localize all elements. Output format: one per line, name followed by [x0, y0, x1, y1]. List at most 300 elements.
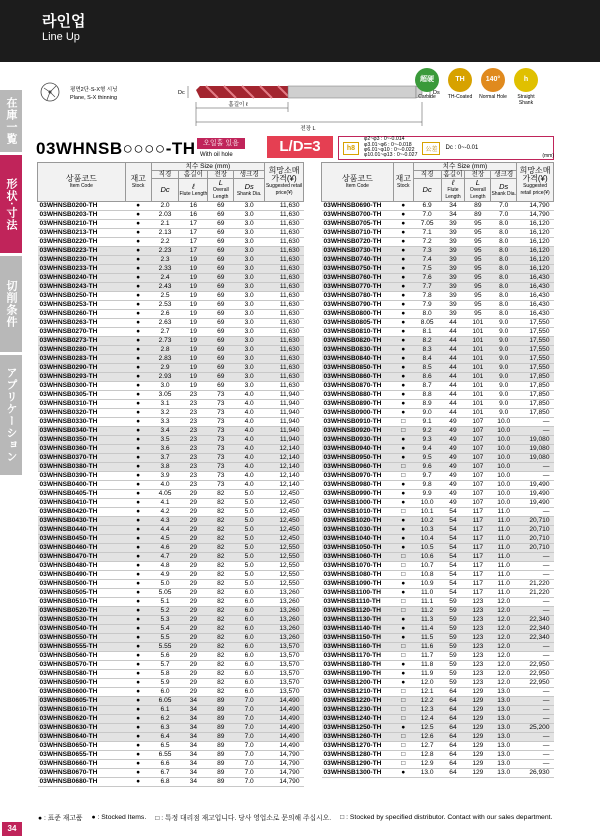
table-cell: □ [393, 418, 413, 427]
table-cell: — [517, 715, 554, 724]
table-cell: 29 [179, 535, 208, 544]
table-cell: 9.0 [413, 409, 441, 418]
table-cell: 20,710 [517, 517, 554, 526]
table-cell: 34 [179, 733, 208, 742]
table-cell: 10.0 [413, 499, 441, 508]
table-row [38, 670, 304, 679]
table-cell: 03WHNSB0860-TH [322, 373, 394, 382]
table-cell: 5.0 [234, 580, 265, 589]
table-cell: 59 [441, 679, 465, 688]
table-cell: 3.05 [151, 391, 179, 400]
table-cell: 129 [465, 688, 491, 697]
table-cell: □ [393, 643, 413, 652]
table-cell: 03WHNSB0253-TH [38, 301, 126, 310]
table-cell: 4.0 [234, 418, 265, 427]
table-cell: 9.1 [413, 418, 441, 427]
table-cell: 7.4 [413, 256, 441, 265]
table-cell: 69 [208, 373, 234, 382]
table-cell: 107 [465, 481, 491, 490]
table-row [322, 283, 554, 292]
table-cell: 11.0 [491, 508, 517, 517]
table-cell: 03WHNSB1260-TH [322, 733, 394, 742]
table-cell: ● [393, 661, 413, 670]
table-cell: 39 [441, 292, 465, 301]
table-cell: 13.0 [413, 769, 441, 778]
table-row [38, 508, 304, 517]
table-cell: 12.0 [491, 679, 517, 688]
table-cell: 03WHNSB0850-TH [322, 364, 394, 373]
table-cell: ● [125, 445, 151, 454]
table-cell: 11,630 [265, 292, 304, 301]
table-cell: 82 [208, 679, 234, 688]
table-cell: 03WHNSB0705-TH [322, 220, 394, 229]
table-row [38, 553, 304, 562]
table-cell: 8.0 [491, 247, 517, 256]
table-cell: 19 [179, 256, 208, 265]
table-cell: 11.0 [491, 571, 517, 580]
table-cell: 5.9 [151, 679, 179, 688]
table-cell: 4.6 [151, 544, 179, 553]
col-dia: 직경 [151, 171, 179, 179]
table-cell: 2.03 [151, 211, 179, 220]
table-cell: ● [125, 598, 151, 607]
table-cell: 12,550 [265, 580, 304, 589]
badge-caption: Carbide [418, 94, 436, 100]
table-cell: 7.9 [413, 301, 441, 310]
table-cell: 11.9 [413, 670, 441, 679]
table-cell: 12.0 [491, 625, 517, 634]
table-cell: 03WHNSB0660-TH [38, 760, 126, 769]
table-row [38, 220, 304, 229]
table-cell: 129 [465, 760, 491, 769]
table-cell: 03WHNSB0600-TH [38, 688, 126, 697]
table-cell: 11,630 [265, 265, 304, 274]
table-cell: 8.0 [491, 292, 517, 301]
table-cell: 10.9 [413, 580, 441, 589]
table-cell: — [517, 688, 554, 697]
table-cell: 13,570 [265, 652, 304, 661]
table-row [38, 724, 304, 733]
table-cell: 17 [179, 229, 208, 238]
table-cell: 39 [441, 229, 465, 238]
table-cell: 123 [465, 679, 491, 688]
table-row [322, 436, 554, 445]
table-cell: 03WHNSB0730-TH [322, 247, 394, 256]
table-row [322, 202, 554, 211]
table-cell: 107 [465, 454, 491, 463]
table-cell: 8.3 [413, 346, 441, 355]
table-cell: 44 [441, 382, 465, 391]
table-cell: 2.53 [151, 301, 179, 310]
table-cell: 03WHNSB0203-TH [38, 211, 126, 220]
table-cell: 82 [208, 607, 234, 616]
table-cell: 2.4 [151, 274, 179, 283]
table-cell: 7.8 [413, 292, 441, 301]
table-cell: — [517, 697, 554, 706]
table-cell: 3.0 [151, 382, 179, 391]
table-cell: 13,260 [265, 625, 304, 634]
table-cell: 4.7 [151, 553, 179, 562]
table-cell: 82 [208, 544, 234, 553]
table-cell: 8.0 [491, 274, 517, 283]
table-cell: 03WHNSB0630-TH [38, 724, 126, 733]
table-cell: 11.0 [491, 562, 517, 571]
table-cell: □ [393, 715, 413, 724]
table-cell: 123 [465, 643, 491, 652]
table-cell: 03WHNSB0510-TH [38, 598, 126, 607]
table-cell: 3.0 [234, 256, 265, 265]
table-cell: 107 [465, 472, 491, 481]
table-cell: 19 [179, 382, 208, 391]
table-row [322, 391, 554, 400]
table-cell: 12.7 [413, 742, 441, 751]
table-row [38, 274, 304, 283]
table-cell: 03WHNSB0350-TH [38, 436, 126, 445]
table-row [38, 517, 304, 526]
table-cell: 13.0 [491, 751, 517, 760]
table-row [322, 229, 554, 238]
table-cell: 8.0 [413, 310, 441, 319]
table-cell: 9.3 [413, 436, 441, 445]
table-row [38, 661, 304, 670]
table-cell: 107 [465, 490, 491, 499]
table-cell: 26,930 [517, 769, 554, 778]
table-cell: 89 [208, 760, 234, 769]
table-cell: 03WHNSB0390-TH [38, 472, 126, 481]
table-cell: 5.0 [234, 535, 265, 544]
table-cell: ● [125, 283, 151, 292]
dc-label: Dc [178, 90, 185, 96]
table-cell: ● [125, 274, 151, 283]
table-cell: 03WHNSB0380-TH [38, 463, 126, 472]
table-cell: 54 [441, 517, 465, 526]
table-cell: 64 [441, 724, 465, 733]
table-cell: 03WHNSB0640-TH [38, 733, 126, 742]
table-cell: 95 [465, 283, 491, 292]
table-cell: 7.0 [234, 751, 265, 760]
table-cell: ● [125, 535, 151, 544]
table-cell: 82 [208, 553, 234, 562]
table-cell: 8.9 [413, 400, 441, 409]
table-cell: 14,490 [265, 715, 304, 724]
table-cell: 12.0 [491, 670, 517, 679]
table-row [322, 634, 554, 643]
table-cell: ● [125, 409, 151, 418]
table-cell: □ [393, 553, 413, 562]
table-cell: 17,850 [517, 409, 554, 418]
table-cell: 129 [465, 733, 491, 742]
table-cell: 2.9 [151, 364, 179, 373]
table-row [38, 310, 304, 319]
table-cell: ● [125, 490, 151, 499]
col-overall: 전장 [465, 171, 491, 179]
table-cell: 5.3 [151, 616, 179, 625]
table-row [322, 643, 554, 652]
table-cell: 9.8 [413, 481, 441, 490]
table-cell: 6.4 [151, 733, 179, 742]
table-cell: ● [125, 481, 151, 490]
table-cell: 3.0 [234, 346, 265, 355]
drill-body [196, 86, 422, 98]
oil-hole-badge: 오일홀 있음 [197, 138, 245, 149]
table-cell: 82 [208, 508, 234, 517]
legend-dist-en: □ : Stocked by specified distributor. Contact with our sales department. [340, 813, 553, 821]
table-cell: — [517, 571, 554, 580]
table-cell: 12,550 [265, 544, 304, 553]
table-cell: ● [125, 643, 151, 652]
table-cell: 14,790 [265, 751, 304, 760]
table-cell: ● [393, 337, 413, 346]
table-cell: 4.0 [234, 454, 265, 463]
table-cell: 73 [208, 418, 234, 427]
table-cell: ● [125, 328, 151, 337]
table-cell: 44 [441, 319, 465, 328]
table-cell: 64 [441, 760, 465, 769]
table-row [322, 256, 554, 265]
table-cell: 29 [179, 607, 208, 616]
table-cell: 82 [208, 490, 234, 499]
table-cell: 29 [179, 499, 208, 508]
table-cell: 7.0 [234, 742, 265, 751]
col-overall: 전장 [208, 171, 234, 179]
oil-hole-en: With oil hole [200, 152, 233, 158]
table-cell: 5.6 [151, 652, 179, 661]
table-cell: 12,450 [265, 490, 304, 499]
table-cell: 9.4 [413, 445, 441, 454]
table-cell: 16,430 [517, 283, 554, 292]
ld-ratio-badge: L/D=3 [267, 136, 333, 158]
table-cell: 13,260 [265, 598, 304, 607]
table-row [322, 580, 554, 589]
table-cell: — [517, 607, 554, 616]
table-cell: 5.0 [234, 571, 265, 580]
table-cell: 4.3 [151, 517, 179, 526]
table-cell: 03WHNSB0620-TH [38, 715, 126, 724]
table-cell: 82 [208, 517, 234, 526]
table-cell: 39 [441, 256, 465, 265]
table-cell: 129 [465, 715, 491, 724]
table-cell: 12,140 [265, 463, 304, 472]
table-cell: 23 [179, 445, 208, 454]
table-cell: 49 [441, 418, 465, 427]
table-cell: 29 [179, 670, 208, 679]
table-cell: 11,630 [265, 319, 304, 328]
table-cell: 16,430 [517, 292, 554, 301]
table-cell: 12,550 [265, 553, 304, 562]
table-cell: 3.0 [234, 283, 265, 292]
table-cell: ● [393, 580, 413, 589]
table-cell: □ [393, 427, 413, 436]
table-cell: 11.0 [491, 544, 517, 553]
table-cell: 82 [208, 571, 234, 580]
table-cell: 3.0 [234, 229, 265, 238]
table-cell: 2.5 [151, 292, 179, 301]
col-stock: 재고 Stock [125, 163, 151, 202]
table-cell: 59 [441, 625, 465, 634]
table-cell: 2.43 [151, 283, 179, 292]
table-cell: 54 [441, 571, 465, 580]
table-cell: 2.83 [151, 355, 179, 364]
table-cell: 73 [208, 472, 234, 481]
table-cell: □ [393, 562, 413, 571]
table-row [38, 580, 304, 589]
table-cell: 39 [441, 283, 465, 292]
table-cell: 03WHNSB0805-TH [322, 319, 394, 328]
table-cell: 59 [441, 670, 465, 679]
table-cell: 95 [465, 220, 491, 229]
table-cell: 03WHNSB0370-TH [38, 454, 126, 463]
table-cell: 12.8 [413, 751, 441, 760]
table-cell: 03WHNSB0880-TH [322, 391, 394, 400]
table-cell: ● [393, 769, 413, 778]
table-cell: ● [393, 328, 413, 337]
table-cell: 11,630 [265, 211, 304, 220]
side-tab-2: 切削条件 [0, 256, 22, 352]
table-row [38, 436, 304, 445]
table-cell: 19,080 [517, 436, 554, 445]
table-cell: 11.0 [491, 580, 517, 589]
lineup-table-right: 상품코드 Item Code 재고 Stock 치수 Size (mm) 희망소매 가격(¥) Suggested retail price(¥) 직경 홈길이 전장 생크경 Dc ℓ Flute Length L Overall Length Ds Shank Dia. 03WHNSB0690-TH ● 6.9 34 89 7.0 14,790 03WHNSB0700-TH ● 7.0 34 89 7.0 14,790 03WHNSB0705-TH ● 7.05 39 95 8.0 16,120 03WHNSB0710-TH ● 7.1 39 95 8.0 16,120 03WHNSB0720-TH ● 7.2 39 95 8.0 16,120 03WHNSB0730-TH ● 7.3 39 95 8.0 16,120 03WHNSB0740-TH ● 7.4 39 95 8.0 16,120 03WHNSB0750-TH ● 7.5 39 95 8.0 16,120 03WHNSB0760-TH ● 7.6 39 95 8.0 16,430 03WHNSB0770-TH ● 7.7 39 95 8.0 16,430 03WHNSB0780-TH ● 7.8 39 95 8.0 16,430 03WHNSB0790-TH ● 7.9 39 95 8.0 16,430 03WHNSB0800-TH ● 8.0 39 95 8.0 16,430 03WHNSB0805-TH ● 8.05 44 101 9.0 17,550 03WHNSB0810-TH ● 8.1 44 101 9.0 17,550 03WHNSB0820-TH ● 8.2 44 101 9.0 17,550 03WHNSB0830-TH ● 8.3 44 101 9.0 17,550 03WHNSB0840-TH ● 8.4 44 101 9.0 17,550 03WHNSB0850-TH ● 8.5 44 101 9.0 17,550 03WHNSB0860-TH ● 8.6 44 101 9.0 17,850 03WHNSB0870-TH ● 8.7 44 101 9.0 17,850 03WHNSB0880-TH ● 8.8 44 101 9.0 17,850 03WHNSB0890-TH ● 8.9 44 101 9.0 17,850 03WHNSB0900-TH ● 9.0 44 101 9.0 17,850 03WHNSB0910-TH □ 9.1 49 107 10.0 — 03WHNSB0920-TH □ 9.2 49 107 10.0 — 03WHNSB0930-TH ● 9.3 49 107 10.0 19,080 03WHNSB0940-TH ● 9.4 49 107 10.0 19,080 03WHNSB0950-TH ● 9.5 49 107 10.0 19,080 03WHNSB0960-TH □ 9.6 49 107 10.0 — 03WHNSB0970-TH □ 9.7 49 107 10.0 — 03WHNSB0980-TH ● 9.8 49 107 10.0 19,490 03WHNSB0990-TH ● 9.9 49 107 10.0 19,490 03WHNSB1000-TH ● 10.0 49 107 10.0 19,490 03WHNSB1010-TH □ 10.1 54 117 11.0 — 03WHNSB1020-TH ● 10.2 54 117 11.0 20,710 03WHNSB1030-TH ● 10.3 54 117 11.0 20,710 03WHNSB1040-TH ● 10.4 54 117 11.0 20,710 03WHNSB1050-TH ● 10.5 54 117 11.0 20,710 03WHNSB1060-TH □ 10.6 54 117 11.0 — 03WHNSB1070-TH □ 10.7 54 117 11.0 — 03WHNSB1080-TH □ 10.8 54 117 11.0 — 03WHNSB1090-TH ● 10.9 54 117 11.0 21,220 03WHNSB1100-TH ● 11.0 54 117 11.0 21,220 03WHNSB1110-TH □ 11.1 59 123 12.0 — 03WHNSB1120-TH □ 11.2 59 123 12.0 — 03WHNSB1130-TH ● 11.3 59 123 12.0 22,340 03WHNSB1140-TH ● 11.4 59 123 12.0 22,340 03WHNSB1150-TH ● 11.5 59 123 12.0 22,340 03WHNSB1160-TH □ 11.6 59 123 12.0 — 03WHNSB1170-TH □ 11.7 59 123 12.0 — 03WHNSB1180-TH ● 11.8 59 123 12.0 22,950 03WHNSB1190-TH ● 11.9 59 123 12.0 22,950 03WHNSB1200-TH ● 12.0 59 123 12.0 22,950 03WHNSB1210-TH □ 12.1 64 129 13.0 — 03WHNSB1220-TH □ 12.2 64 129 13.0 — 03WHNSB1230-TH □ 12.3 64 129 13.0 — 03WHNSB1240-TH □ 12.4 64 129 13.0 — 03WHNSB1250-TH ● 12.5 64 129 13.0 25,200 03WHNSB1260-TH □ 12.6 64 129 13.0 — 03WHNSB1270-TH □ 12.7 64 129 13.0 — 03WHNSB1280-TH □ 12.8 64 129 13.0 — 03WHNSB1290-TH □ 12.9 64 129 13.0 — 03WHNSB1300-TH ● 13.0 64 129 13.0 26,930 [321, 162, 554, 778]
table-row [322, 463, 554, 472]
table-cell: 8.0 [491, 310, 517, 319]
table-cell: 3.7 [151, 454, 179, 463]
table-row [322, 571, 554, 580]
table-cell: 29 [179, 562, 208, 571]
table-cell: — [517, 733, 554, 742]
table-cell: 5.55 [151, 643, 179, 652]
spec-badge-0 [412, 68, 442, 100]
table-cell: 19,080 [517, 454, 554, 463]
table-row [38, 571, 304, 580]
table-cell: 34 [179, 778, 208, 787]
table-cell: 10.0 [491, 427, 517, 436]
table-row [322, 319, 554, 328]
table-cell: — [517, 553, 554, 562]
table-cell: 03WHNSB1050-TH [322, 544, 394, 553]
table-cell: 44 [441, 355, 465, 364]
table-cell: 23 [179, 418, 208, 427]
table-cell: 12,450 [265, 517, 304, 526]
table-cell: 4.0 [234, 400, 265, 409]
table-cell: 54 [441, 562, 465, 571]
table-cell: — [517, 427, 554, 436]
table-cell: 123 [465, 598, 491, 607]
table-cell: ● [125, 238, 151, 247]
table-cell: 11,630 [265, 346, 304, 355]
table-cell: 69 [208, 364, 234, 373]
table-cell: 03WHNSB0230-TH [38, 256, 126, 265]
table-cell: 95 [465, 292, 491, 301]
table-cell: □ [393, 688, 413, 697]
table-cell: 29 [179, 616, 208, 625]
table-cell: 03WHNSB0520-TH [38, 607, 126, 616]
table-cell: 101 [465, 328, 491, 337]
table-cell: 16 [179, 202, 208, 211]
table-cell: 10.8 [413, 571, 441, 580]
table-cell: 11.0 [491, 553, 517, 562]
table-cell: 11.8 [413, 661, 441, 670]
table-cell: 4.4 [151, 526, 179, 535]
table-cell: 5.0 [234, 508, 265, 517]
table-cell: ● [125, 589, 151, 598]
table-row [38, 706, 304, 715]
table-row [38, 292, 304, 301]
table-cell: 03WHNSB0250-TH [38, 292, 126, 301]
table-cell: 5.1 [151, 598, 179, 607]
table-cell: 107 [465, 418, 491, 427]
table-cell: 6.0 [234, 589, 265, 598]
table-cell: 19,080 [517, 445, 554, 454]
table-cell: 11,630 [265, 301, 304, 310]
table-cell: 95 [465, 310, 491, 319]
table-cell: 12,550 [265, 562, 304, 571]
table-cell: 13,260 [265, 607, 304, 616]
table-cell: 101 [465, 391, 491, 400]
table-row [38, 418, 304, 427]
table-cell: 11,940 [265, 400, 304, 409]
table-cell: 3.0 [234, 247, 265, 256]
table-cell: 9.0 [491, 373, 517, 382]
table-cell: 19 [179, 328, 208, 337]
table-cell: 03WHNSB0710-TH [322, 229, 394, 238]
table-cell: 7.0 [234, 733, 265, 742]
table-cell: 12.1 [413, 688, 441, 697]
table-cell: ● [125, 472, 151, 481]
table-cell: 8.0 [491, 301, 517, 310]
table-row [38, 760, 304, 769]
table-cell: 22,340 [517, 634, 554, 643]
table-cell: 8.0 [491, 265, 517, 274]
table-cell: ● [125, 607, 151, 616]
table-cell: 101 [465, 337, 491, 346]
table-cell: 12.0 [491, 607, 517, 616]
table-cell: 101 [465, 382, 491, 391]
table-cell: 14,790 [265, 778, 304, 787]
col-price: 희망소매 가격(¥) Suggested retail price(¥) [517, 163, 554, 202]
table-cell: 03WHNSB0200-TH [38, 202, 126, 211]
thinning-ko: 평면2단·S-X형 시닝 [70, 87, 118, 93]
table-cell: 6.1 [151, 706, 179, 715]
table-cell: 03WHNSB0970-TH [322, 472, 394, 481]
table-cell: 7.0 [234, 706, 265, 715]
table-cell: 29 [179, 589, 208, 598]
table-cell: 03WHNSB0980-TH [322, 481, 394, 490]
tolerance-row: φ3.01~φ6 : 0~-0.018 [364, 141, 412, 148]
table-row [38, 247, 304, 256]
table-cell: ● [125, 562, 151, 571]
spec-badge-2 [478, 68, 508, 100]
table-cell: 23 [179, 427, 208, 436]
table-cell: 19,490 [517, 481, 554, 490]
table-cell: ● [393, 283, 413, 292]
table-cell: 4.5 [151, 535, 179, 544]
table-cell: 44 [441, 346, 465, 355]
table-cell: 11,630 [265, 247, 304, 256]
table-cell: 03WHNSB0460-TH [38, 544, 126, 553]
table-cell: □ [393, 598, 413, 607]
table-cell: 129 [465, 751, 491, 760]
table-cell: 03WHNSB0820-TH [322, 337, 394, 346]
table-row [38, 526, 304, 535]
table-cell: 9.0 [491, 346, 517, 355]
table-cell: ● [125, 742, 151, 751]
table-row [322, 310, 554, 319]
table-cell: 17,850 [517, 382, 554, 391]
table-cell: 13.0 [491, 733, 517, 742]
table-cell: 123 [465, 652, 491, 661]
table-cell: 34 [441, 202, 465, 211]
table-row [38, 652, 304, 661]
